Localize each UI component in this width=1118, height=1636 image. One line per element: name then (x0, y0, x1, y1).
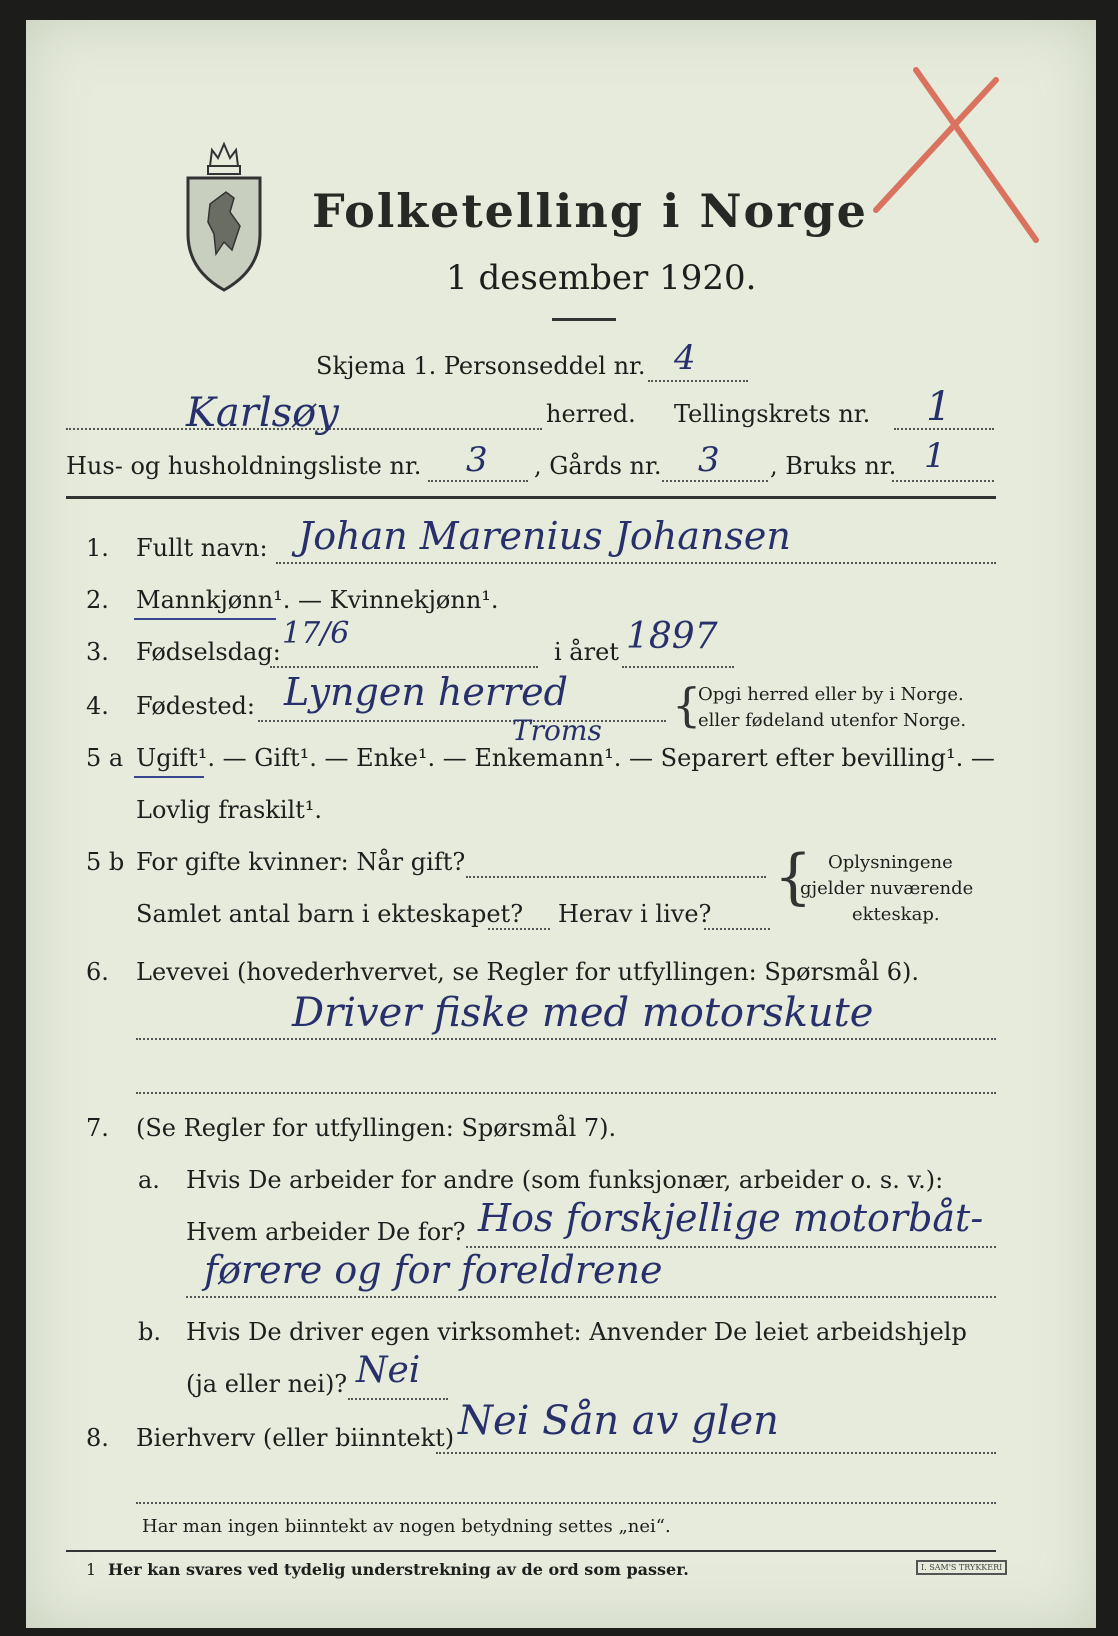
employer-value: Hos forskjellige motorbåt- (478, 1196, 984, 1240)
footnote-number: 1 (86, 1560, 97, 1579)
birthplace-county: Troms (512, 714, 602, 747)
form-title: Folketelling i Norge (312, 184, 868, 238)
bruks-label: , Bruks nr. (770, 452, 897, 480)
skjema-value: 4 (674, 338, 696, 378)
hus-label: Hus- og husholdningsliste nr. (66, 452, 422, 480)
hired-help-label: (ja eller nei)? (186, 1370, 348, 1398)
footnote-divider (66, 1550, 996, 1552)
q7a-letter: a. (138, 1166, 160, 1194)
marriage-note-brace: { (774, 842, 813, 912)
census-form-sheet (26, 20, 1096, 1628)
q3-label: Fødselsdag: (136, 638, 281, 666)
birth-year-line (622, 666, 734, 668)
q6-number: 6. (86, 958, 109, 986)
employer-value-2: førere og for foreldrene (204, 1248, 663, 1292)
gards-label: , Gårds nr. (534, 452, 662, 480)
occupation-line-2 (136, 1092, 996, 1094)
birthplace-line (258, 720, 666, 722)
birthplace-note-brace: { (672, 678, 702, 732)
marriage-note-3: ekteskap. (852, 904, 940, 925)
gards-line (662, 480, 768, 482)
tellingskrets-value: 1 (926, 384, 952, 430)
census-date: 1 desember 1920. (446, 258, 757, 298)
marriage-note-1: Oplysningene (828, 852, 953, 873)
mannkjonn-underline (134, 618, 276, 620)
hired-help-value: Nei (356, 1350, 421, 1391)
gards-value: 3 (698, 440, 720, 480)
skjema-line (648, 380, 748, 382)
birthplace-value: Lyngen herred (284, 670, 568, 714)
q4-number: 4. (86, 692, 109, 720)
footnote-text: Her kan svares ved tydelig understrekning av de ord som passer. (108, 1560, 689, 1579)
gender-options: Mannkjønn¹. — Kvinnekjønn¹. (136, 586, 499, 614)
red-x-mark (856, 60, 1056, 250)
birthplace-note-1: Opgi herred eller by i Norge. (698, 684, 964, 705)
marital-status-options: Ugift¹. — Gift¹. — Enke¹. — Enkemann¹. — Separert efter bevilling¹. — (136, 744, 995, 772)
side-income-value: Nei Sån av glen (458, 1398, 779, 1444)
children-alive-line (704, 928, 770, 930)
bruks-line (892, 480, 994, 482)
printer-stamp: I. SAM'S TRYKKERI (916, 1560, 1007, 1575)
title-divider (552, 318, 616, 321)
occupation-value: Driver fiske med motorskute (292, 990, 874, 1036)
birthday-value: 17/6 (282, 616, 350, 651)
q7-number: 7. (86, 1114, 109, 1142)
q1-number: 1. (86, 534, 109, 562)
ugift-underline (134, 776, 204, 778)
side-income-line-2 (136, 1502, 996, 1504)
employer-line-2 (186, 1296, 996, 1298)
side-income-line-1 (436, 1452, 996, 1454)
skjema-label: Skjema 1. Personseddel nr. (316, 352, 646, 380)
q7a-label: Hvis De arbeider for andre (som funksjonær, arbeider o. s. v.): (186, 1166, 944, 1194)
q5b-number: 5 b (86, 848, 125, 876)
children-count-label: Samlet antal barn i ekteskapet? (136, 900, 524, 928)
q3-number: 3. (86, 638, 109, 666)
norwegian-coat-of-arms-icon (182, 138, 266, 294)
q2-number: 2. (86, 586, 109, 614)
birthday-line (270, 666, 538, 668)
q4-label: Fødested: (136, 692, 255, 720)
no-income-note: Har man ingen biinntekt av nogen betydning settes „nei“. (142, 1516, 671, 1537)
section-divider (66, 496, 996, 499)
tellingskrets-label: Tellingskrets nr. (674, 400, 871, 428)
birth-year-value: 1897 (626, 616, 718, 657)
q8-number: 8. (86, 1424, 109, 1452)
herred-value: Karlsøy (186, 390, 339, 436)
occupation-line-1 (136, 1038, 996, 1040)
married-when-label: For gifte kvinner: Når gift? (136, 848, 466, 876)
occupation-label: Levevei (hovederhvervet, se Regler for utfyllingen: Spørsmål 6). (136, 958, 920, 986)
children-alive-label: Herav i live? (558, 900, 712, 928)
full-name-value: Johan Marenius Johansen (298, 514, 791, 558)
marital-status-options-2: Lovlig fraskilt¹. (136, 796, 323, 824)
q7-label: (Se Regler for utfyllingen: Spørsmål 7). (136, 1114, 617, 1142)
birthplace-note-2: eller fødeland utenfor Norge. (698, 710, 967, 731)
marriage-note-2: gjelder nuværende (800, 878, 974, 899)
side-income-label: Bierhverv (eller biinntekt) (136, 1424, 455, 1452)
q5a-number: 5 a (86, 744, 124, 772)
hus-line (428, 480, 528, 482)
birth-year-label: i året (554, 638, 619, 666)
herred-label: herred. (546, 400, 636, 428)
bruks-value: 1 (924, 436, 946, 476)
q1-label: Fullt navn: (136, 534, 268, 562)
q7b-letter: b. (138, 1318, 161, 1346)
children-count-line (488, 928, 550, 930)
married-when-line (466, 876, 766, 878)
q1-line (276, 562, 996, 564)
employer-label: Hvem arbeider De for? (186, 1218, 466, 1246)
q7b-label: Hvis De driver egen virksomhet: Anvender De leiet arbeidshjelp (186, 1318, 967, 1346)
hired-help-line (348, 1398, 448, 1400)
hus-value: 3 (466, 440, 488, 480)
